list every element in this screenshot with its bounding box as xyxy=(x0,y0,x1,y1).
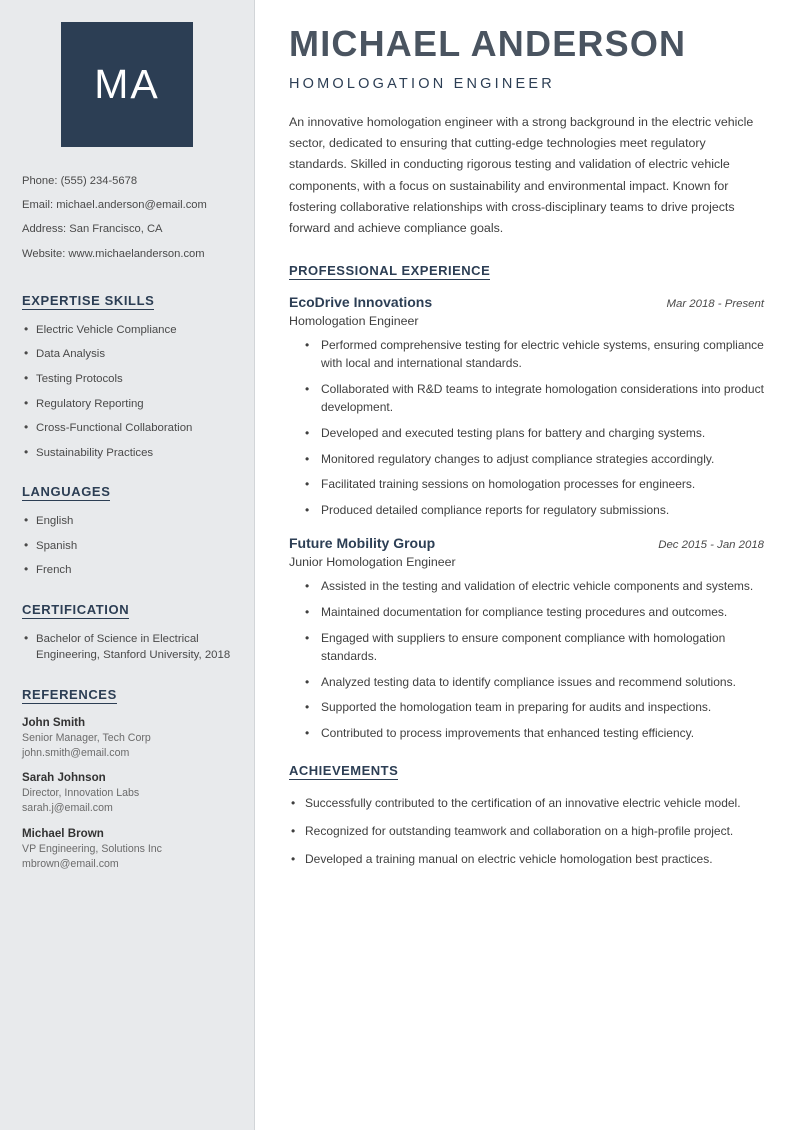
reference-role: Director, Innovation Labs xyxy=(22,787,140,800)
experience-entry-2 xyxy=(289,535,764,742)
company-name: Future Mobility Group xyxy=(289,535,436,552)
achievements-list xyxy=(289,794,764,868)
list-item: • Cross-Functional Collaboration xyxy=(22,420,232,437)
list-item: • Monitored regulatory changes to adjust compliance strategies accordingly. xyxy=(305,450,764,469)
list-item: • Facilitated training sessions on homologation processes for engineers. xyxy=(305,475,764,494)
list-item: • Contributed to process improvements that enhanced testing efficiency. xyxy=(305,724,764,743)
sidebar xyxy=(0,0,255,1130)
contact-phone: Phone: (555) 234-5678 xyxy=(22,175,138,187)
list-item: • Bachelor of Science in Electrical Engineering, Stanford University, 2018 xyxy=(22,631,232,664)
list-item: • Spanish xyxy=(22,538,232,555)
expertise-skills-list xyxy=(22,322,232,461)
reference-role: Senior Manager, Tech Corp xyxy=(22,731,151,744)
monogram-container xyxy=(22,22,232,147)
section-professional-experience xyxy=(289,262,764,743)
section-certification xyxy=(22,601,232,664)
professional-experience-heading: PROFESSIONAL EXPERIENCE xyxy=(289,262,491,278)
list-item: • French xyxy=(22,562,232,579)
contact-email: Email: michael.anderson@email.com xyxy=(22,199,207,212)
section-languages xyxy=(22,483,232,579)
list-item: • Analyzed testing data to identify compliance issues and recommend solutions. xyxy=(305,673,764,692)
experience-bullet-list xyxy=(289,336,764,520)
list-item: • Supported the homologation team in preparing for audits and inspections. xyxy=(305,698,764,717)
reference-name: John Smith xyxy=(22,715,86,729)
list-item: • Produced detailed compliance reports for regulatory submissions. xyxy=(305,501,764,520)
employment-dates: Mar 2018 - Present xyxy=(666,297,764,310)
list-item: • Sustainability Practices xyxy=(22,445,232,462)
expertise-skills-heading: EXPERTISE SKILLS xyxy=(22,292,155,308)
list-item: • Assisted in the testing and validation of electric vehicle components and systems. xyxy=(305,577,764,596)
references-heading: REFERENCES xyxy=(22,686,117,702)
employment-dates: Dec 2015 - Jan 2018 xyxy=(658,539,764,552)
list-item: • Testing Protocols xyxy=(22,371,232,388)
reference-email: mbrown@email.com xyxy=(22,857,119,870)
main-content xyxy=(255,0,800,1130)
job-role: Homologation Engineer xyxy=(289,313,419,328)
list-item: • Electric Vehicle Compliance xyxy=(22,322,232,339)
contact-list xyxy=(22,173,232,262)
list-item: • English xyxy=(22,513,232,530)
contact-address: Address: San Francisco, CA xyxy=(22,223,163,236)
job-title-subtitle: HOMOLOGATION ENGINEER xyxy=(289,75,555,92)
reference-email: john.smith@email.com xyxy=(22,746,130,759)
languages-list xyxy=(22,513,232,579)
certification-list xyxy=(22,631,232,664)
list-item xyxy=(22,771,232,816)
list-item xyxy=(22,827,232,872)
experience-entry-1 xyxy=(289,294,764,520)
list-item: • Regulatory Reporting xyxy=(22,396,232,413)
reference-role: VP Engineering, Solutions Inc xyxy=(22,843,162,856)
list-item: • Collaborated with R&D teams to integrate homologation considerations into product development. xyxy=(305,380,764,417)
list-item: • Engaged with suppliers to ensure component compliance with homologation standards. xyxy=(305,629,764,666)
monogram-initials: MA xyxy=(61,22,193,147)
list-item: • Developed and executed testing plans for battery and charging systems. xyxy=(305,424,764,443)
reference-name: Michael Brown xyxy=(22,827,104,841)
list-item: • Developed a training manual on electric vehicle homologation best practices. xyxy=(289,850,764,869)
section-achievements xyxy=(289,762,764,868)
page-title: MICHAEL ANDERSON xyxy=(289,23,687,64)
list-item: • Successfully contributed to the certification of an innovative electric vehicle model. xyxy=(289,794,764,813)
section-references xyxy=(22,686,232,872)
experience-header xyxy=(289,535,764,551)
reference-email: sarah.j@email.com xyxy=(22,802,113,815)
company-name: EcoDrive Innovations xyxy=(289,293,433,310)
professional-summary: An innovative homologation engineer with a strong background in the electric vehicle sector, dedicated to ensuring that cutting-edge technologies meet regulatory standards. Skilled in conducting rigorous testing and validation of electric vehicle components, with a focus on sustainability and environmental impact. Known for fostering collaborative relationships with cross-disciplinary teams to drive projects forward and achieve compliance goals. xyxy=(289,114,754,236)
languages-heading: LANGUAGES xyxy=(22,484,111,500)
list-item xyxy=(22,716,232,761)
list-item: • Data Analysis xyxy=(22,346,232,363)
section-expertise-skills xyxy=(22,292,232,461)
experience-header xyxy=(289,294,764,310)
achievements-heading: ACHIEVEMENTS xyxy=(289,763,399,779)
reference-name: Sarah Johnson xyxy=(22,771,106,785)
experience-bullet-list xyxy=(289,577,764,742)
certification-heading: CERTIFICATION xyxy=(22,601,130,617)
job-role: Junior Homologation Engineer xyxy=(289,555,456,570)
list-item: • Maintained documentation for compliance testing procedures and outcomes. xyxy=(305,603,764,622)
list-item: • Performed comprehensive testing for electric vehicle systems, ensuring compliance with local and international standards. xyxy=(305,336,764,373)
contact-website: Website: www.michaelanderson.com xyxy=(22,247,205,260)
list-item: • Recognized for outstanding teamwork and collaboration on a high-profile project. xyxy=(289,822,764,841)
